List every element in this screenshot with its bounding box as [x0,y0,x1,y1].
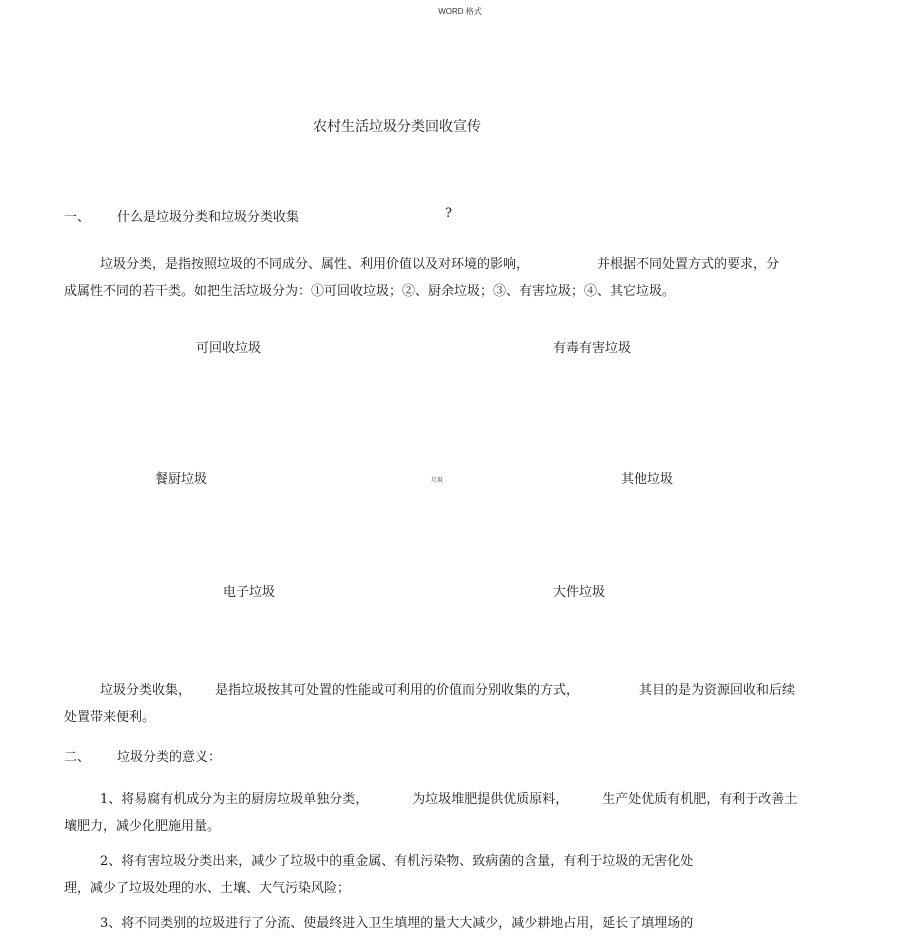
para1-line1b: 并根据不同处置方式的要求，分 [597,257,780,272]
item1-line1b: 为垃圾堆肥提供优质原料， [412,792,569,807]
section1-question-mark: ? [445,206,452,221]
category-electronic: 电子垃圾 [223,585,276,600]
item3-line1: 3、将不同类别的垃圾进行了分流、使最终进入卫生填埋的量大大减少，减少耕地占用，延长了填埋场的 [100,916,694,931]
item1-line1a: 1、将易腐有机成分为主的厨房垃圾单独分类， [100,792,369,807]
para2-line2: 处置带来便利。 [64,710,156,725]
item2-line1: 2、将有害垃圾分类出来，减少了垃圾中的重金属、有机污染物、致病菌的含量，有利于垃圾的无害化处 [100,854,694,869]
section2-item2 [64,848,824,902]
section1-paragraph1 [64,251,824,305]
page-header: WORD 格式 [438,7,482,16]
category-kitchen: 餐厨垃圾 [155,472,208,487]
item1-line1c: 生产处优质有机肥，有利于改善土 [602,792,798,807]
section2-item3 [64,910,824,937]
para1-line1a: 垃圾分类，是指按照垃圾的不同成分、属性、利用价值以及对环境的影响， [100,257,530,272]
para2-line1b: 是指垃圾按其可处置的性能或可利用的价值而分别收集的方式， [215,683,580,698]
category-toxic: 有毒有害垃圾 [553,341,632,356]
category-center-label: 垃圾 [431,477,444,484]
item1-line2: 壤肥力，减少化肥施用量。 [64,819,221,834]
item2-line2: 理，减少了垃圾处理的水、土壤、大气污染风险； [64,881,351,896]
para1-line2: 成属性不同的若干类。如把生活垃圾分为：①可回收垃圾；②、厨余垃圾；③、有害垃圾；④、其它垃圾。 [64,284,676,299]
para2-line1a: 垃圾分类收集， [100,683,192,698]
section1-number: 一、 [64,210,91,225]
section1-heading: 什么是垃圾分类和垃圾分类收集 [117,210,300,225]
category-other: 其他垃圾 [621,472,674,487]
section2-heading: 垃圾分类的意义： [117,750,222,765]
para2-line1c: 其目的是为资源回收和后续 [639,683,796,698]
category-bulky: 大件垃圾 [553,585,606,600]
section1-paragraph2 [64,677,824,731]
section2-number: 二、 [64,750,91,765]
category-recyclable: 可回收垃圾 [196,341,262,356]
section2-item1 [64,786,824,840]
document-title: 农村生活垃圾分类回收宣传 [313,119,481,135]
